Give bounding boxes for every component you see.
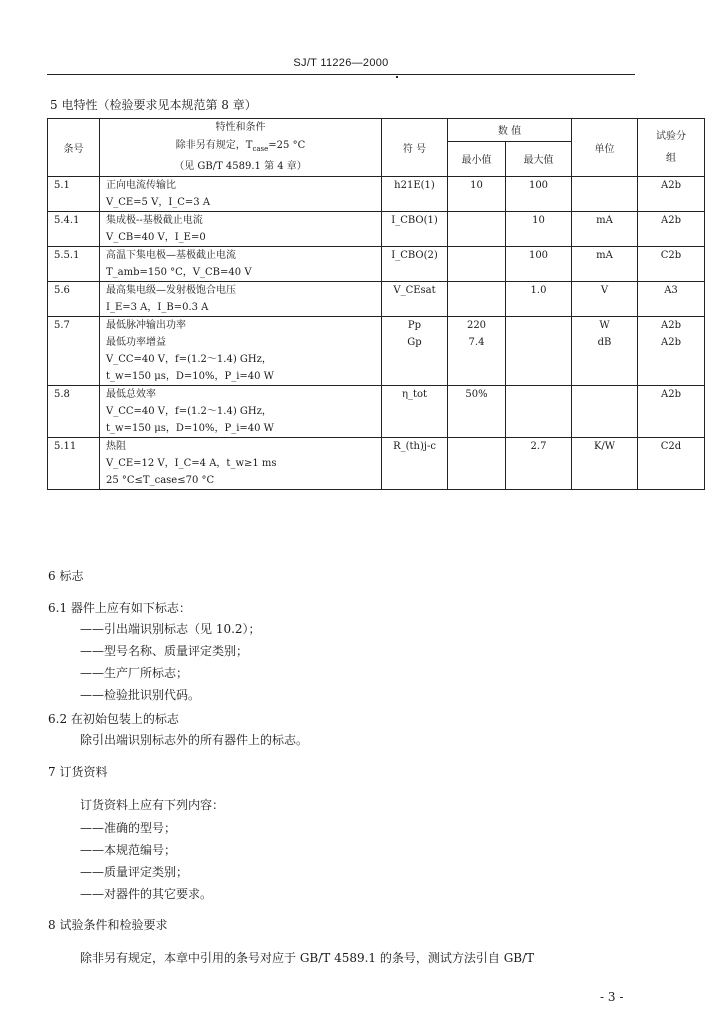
symbol: R_(th)j-c: [393, 441, 436, 452]
cell-max: [506, 438, 572, 490]
cell-characteristic: [100, 247, 382, 282]
header-char-note: 除非另有规定，$T_{case}=25$ °C: [175, 140, 306, 153]
list-item: ——质量评定类别；: [80, 865, 189, 879]
max-value: 1.0: [530, 285, 547, 296]
min-value: 10: [470, 180, 483, 191]
section-6-2-text: 除引出端识别标志外的所有器件上的标志。: [80, 733, 309, 747]
max-value: [506, 317, 571, 334]
cell-characteristic: [100, 317, 382, 386]
cell-max: [506, 282, 572, 317]
group-value: A2b: [661, 389, 681, 400]
max-value: [506, 334, 571, 351]
cell-unit: [572, 247, 638, 282]
header-value: 数 值: [448, 119, 572, 142]
list-item: ——检验批识别代码。: [80, 688, 201, 702]
symbol: η_tot: [401, 389, 428, 400]
header-unit: 单位: [572, 119, 638, 177]
cell-unit: [572, 438, 638, 490]
condition-line: 25 °C≤T_case≤70 °C: [106, 475, 215, 486]
cell-unit: [572, 177, 638, 212]
cell-unit: [572, 282, 638, 317]
unit-value: [572, 177, 637, 194]
max-value: 10: [532, 215, 545, 226]
condition-line: 正向电流传输比: [106, 180, 176, 191]
unit-value: [572, 386, 637, 403]
cell-max: [506, 317, 572, 386]
header-max: 最大值: [506, 141, 572, 176]
cell-symbol: [382, 282, 448, 317]
cell-min: [448, 282, 506, 317]
cell-min: [448, 212, 506, 247]
cell-characteristic: [100, 177, 382, 212]
cell-symbol: [382, 247, 448, 282]
header-characteristics: [100, 119, 382, 177]
min-value: [448, 438, 505, 455]
group-value: A2b: [661, 215, 681, 226]
header-rule: [47, 74, 635, 75]
cell-min: [448, 247, 506, 282]
cell-group: [638, 212, 705, 247]
cell-min: [448, 438, 506, 490]
table-row: [48, 177, 705, 212]
cell-item-no: [48, 386, 100, 438]
header-min: 最小值: [448, 141, 506, 176]
section-7-title: 7 订货资料: [48, 765, 108, 779]
max-value: [506, 386, 571, 403]
cell-symbol: [382, 438, 448, 490]
cell-max: [506, 247, 572, 282]
section-7-intro: 订货资料上应有下列内容：: [80, 798, 225, 812]
item-no: 5.4.1: [54, 215, 80, 226]
header-char-ref: （见 GB/T 4589.1 第 4 章）: [174, 161, 307, 172]
cell-symbol: [382, 317, 448, 386]
cell-group: [638, 247, 705, 282]
condition-line: V_CB=40 V，I_E=0: [106, 232, 206, 243]
header-symbol: 符 号: [382, 119, 448, 177]
header-dot: [396, 76, 398, 78]
symbol: Gp: [407, 337, 422, 348]
symbol: h21E(1): [394, 180, 435, 191]
symbol: I_CBO(1): [391, 215, 438, 226]
cell-min: [448, 386, 506, 438]
condition-line: 高温下集电极—基极截止电流: [106, 250, 236, 261]
cell-item-no: [48, 282, 100, 317]
condition-line: 集成极--基极截止电流: [106, 215, 203, 226]
page-number: - 3 -: [600, 990, 624, 1004]
table-row: [48, 317, 705, 386]
table-row: [48, 386, 705, 438]
cell-symbol: [382, 212, 448, 247]
cell-symbol: [382, 177, 448, 212]
list-item: ——型号名称、质量评定类别；: [80, 644, 249, 658]
cell-characteristic: [100, 212, 382, 247]
item-no: 5.7: [54, 320, 70, 331]
group-value: A2b: [661, 180, 681, 191]
condition-line: V_CC=40 V，f=(1.2～1.4) GHz，: [106, 354, 272, 365]
table-row: [48, 438, 705, 490]
unit-value: W: [599, 320, 610, 331]
unit-value: K/W: [593, 441, 616, 452]
header-item-no: 条号: [48, 119, 100, 177]
section-6-1-title: 6.1 器件上应有如下标志：: [48, 601, 191, 615]
min-value: [448, 212, 505, 229]
unit-value: mA: [596, 250, 613, 261]
min-value: [448, 247, 505, 264]
cell-max: [506, 212, 572, 247]
symbol: I_CBO(2): [391, 250, 438, 261]
min-value: [448, 282, 505, 299]
group-value: C2b: [660, 250, 682, 261]
item-no: 5.11: [54, 441, 77, 452]
cell-unit: [572, 386, 638, 438]
item-no: 5.1: [54, 180, 70, 191]
cell-min: [448, 177, 506, 212]
electrical-characteristics-table: [47, 118, 705, 490]
list-item: ——对器件的其它要求。: [80, 887, 213, 901]
cell-unit: [572, 212, 638, 247]
cell-item-no: [48, 438, 100, 490]
cell-min: [448, 317, 506, 386]
item-no: 5.6: [54, 285, 70, 296]
condition-line: V_CE=12 V，I_C=4 A，t_w≥1 ms: [106, 458, 277, 469]
cell-item-no: [48, 247, 100, 282]
cell-item-no: [48, 177, 100, 212]
group-value: A3: [664, 285, 678, 296]
symbol: Pp: [407, 320, 422, 331]
symbol: V_CEsat: [393, 285, 436, 296]
cell-group: [638, 386, 705, 438]
cell-group: [638, 317, 705, 386]
condition-line: 最低功率增益: [106, 337, 166, 348]
table-row: [48, 212, 705, 247]
section-6-2-title: 6.2 在初始包装上的标志: [48, 712, 179, 726]
condition-line: 最低总效率: [106, 389, 156, 400]
table-row: [48, 282, 705, 317]
condition-line: T_amb=150 °C，V_CB=40 V: [106, 267, 252, 278]
section-8-text: 除非另有规定，本章中引用的条号对应于 GB/T 4589.1 的条号，测试方法引自 GB/T: [80, 951, 535, 965]
header-group: 试验分组: [638, 119, 705, 177]
document-header: SJ/T 11226—2000: [293, 57, 389, 69]
cell-item-no: [48, 317, 100, 386]
max-value: 100: [528, 250, 549, 261]
list-item: ——本规范编号；: [80, 843, 177, 857]
item-no: 5.8: [54, 389, 70, 400]
condition-line: 热阻: [106, 441, 126, 452]
condition-line: V_CE=5 V，I_C=3 A: [106, 197, 211, 208]
cell-max: [506, 386, 572, 438]
condition-line: 最高集电级—发射极饱合电压: [106, 285, 236, 296]
condition-line: t_w=150 μs，D=10%，P_i=40 W: [106, 371, 274, 382]
condition-line: 最低脉冲输出功率: [106, 320, 186, 331]
condition-line: V_CC=40 V，f=(1.2～1.4) GHz，: [106, 406, 272, 417]
min-value: 7.4: [468, 337, 485, 348]
list-item: ——准确的型号；: [80, 821, 177, 835]
cell-characteristic: [100, 386, 382, 438]
condition-line: I_E=3 A，I_B=0.3 A: [106, 302, 209, 313]
cell-characteristic: [100, 282, 382, 317]
list-item: ——引出端识别标志（见 10.2）；: [80, 622, 261, 636]
section-8-title: 8 试验条件和检验要求: [48, 918, 168, 932]
section-6-title: 6 标志: [48, 569, 84, 583]
cell-group: [638, 177, 705, 212]
cell-item-no: [48, 212, 100, 247]
min-value: 220: [466, 320, 487, 331]
condition-line: t_w=150 μs，D=10%，P_i=40 W: [106, 423, 274, 434]
unit-value: mA: [596, 215, 613, 226]
group-value: C2d: [660, 441, 682, 452]
cell-symbol: [382, 386, 448, 438]
min-value: 50%: [465, 389, 488, 400]
table-row: [48, 247, 705, 282]
max-value: 100: [528, 180, 549, 191]
unit-value: V: [600, 285, 609, 296]
max-value: 2.7: [530, 441, 547, 452]
cell-max: [506, 177, 572, 212]
header-char-title: 特性和条件: [215, 122, 266, 133]
group-value: A2b: [661, 337, 681, 348]
cell-group: [638, 282, 705, 317]
list-item: ——生产厂所标志；: [80, 666, 189, 680]
group-value: A2b: [661, 320, 681, 331]
cell-group: [638, 438, 705, 490]
cell-unit: [572, 317, 638, 386]
section-5-title: 5 电特性（检验要求见本规范第 8 章）: [50, 98, 257, 112]
cell-characteristic: [100, 438, 382, 490]
unit-value: dB: [597, 337, 612, 348]
item-no: 5.5.1: [54, 250, 80, 261]
